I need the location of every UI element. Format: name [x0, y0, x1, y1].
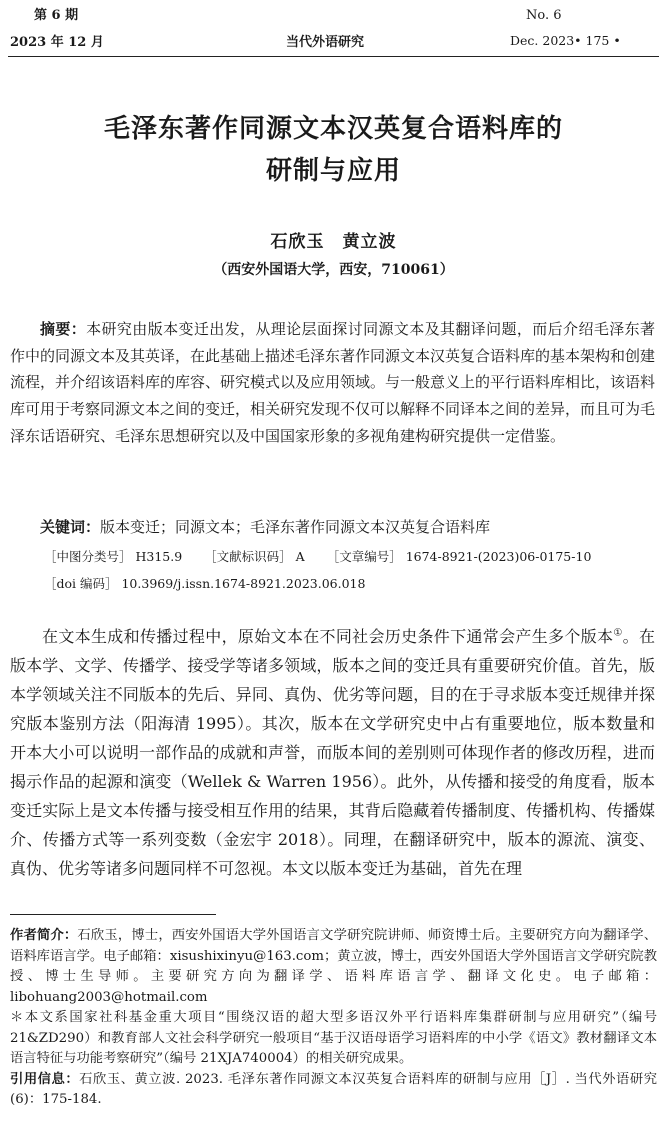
article-affiliation: （西安外国语大学，西安，710061） [213, 262, 454, 278]
header-rule [8, 56, 659, 57]
abstract-label: 摘要： [40, 320, 87, 338]
header-issue-cn: 第 6 期 [34, 8, 79, 23]
doc-code-value: A [295, 549, 305, 564]
article-authors: 石欣玉 黄立波 [270, 232, 397, 252]
citation-text: 石欣玉、黄立波. 2023. 毛泽东著作同源文本汉英复合语料库的研制与应用［J］. 当代外语研究(6)：175-184. [10, 1071, 658, 1107]
keywords-label: 关键词： [40, 518, 101, 536]
header-date-cn: 2023 年 12 月 [10, 35, 104, 50]
doi-label: ［doi 编码］ [44, 576, 118, 591]
doi-line [44, 574, 365, 592]
clc-value: H315.9 [135, 549, 183, 564]
body-text-part-1: 在文本生成和传播过程中，原始文本在不同社会历史条件下通常会产生多个版本 [42, 627, 614, 646]
doc-code-label: ［文献标识码］ [204, 549, 292, 564]
keywords [10, 516, 655, 538]
citation-info [10, 1070, 657, 1111]
author-bio [10, 926, 657, 1008]
body-text-part-2: 。在版本学、文学、传播学、接受学等诸多领域，版本之间的变迁具有重要研究价值。首先，版本学领域关注不同版本的先后、异同、真伪、优劣等问题，目的在于寻求版本变迁规律并探究版本鉴别方法（阳海清 1995）。其次，版本在文学研究史中占有重要地位，版本数量和开本大小可以说明一部作品的成就和声誉，而版本间的差别则可体现作者的修改历程，进而揭示作品的起源和演变（Wellek & Warren 1956）。此外，从传播和接受的角度看，版本变迁实际上是文本传播与接受相互作用的结果，其背后隐藏着传播制度、传播机构、传播媒介、传播方式等一系列变数（金宏宇 2018）。同理，在翻译研究中，版本的源流、演变、真伪、优劣等诸多问题同样不可忽视。本文以版本变迁为基础，首先在理 [10, 627, 655, 878]
footnotes [10, 926, 657, 1111]
header-date-page-en: Dec. 2023• 175 • [510, 33, 621, 48]
clc-label: ［中图分类号］ [44, 549, 132, 564]
footnote-marker: ① [613, 627, 623, 639]
citation-label: 引用信息： [10, 1071, 80, 1087]
article-number-value: 1674-8921-(2023)06-0175-10 [405, 549, 592, 564]
article-number-label: ［文章编号］ [326, 549, 402, 564]
body-paragraph [10, 622, 655, 883]
header-issue-en: No. 6 [526, 8, 562, 23]
title-line-2: 研制与应用 [265, 156, 401, 186]
funding-note: ＊本文系国家社科基金重大项目“围绕汉语的超大型多语汉外平行语料库集群研制与应用研究”（编号 21&ZD290）和教育部人文社会科学研究一般项目“基于汉语母语学习语料库的中小学《语文》教材翻译文本语言特征与功能考察研究”（编号 21XJA740004）的相关研究成果。 [10, 1010, 657, 1066]
abstract-text: 本研究由版本变迁出发，从理论层面探讨同源文本及其翻译问题，而后介绍毛泽东著作中的同源文本及其英译，在此基础上描述毛泽东著作同源文本汉英复合语料库的基本架构和创建流程，并介绍该语料库的库容、研究模式以及应用领域。与一般意义上的平行语料库相比，该语料库可用于考察同源文本之间的变迁，相关研究发现不仅可以解释不同译本之间的差异，而且可为毛泽东话语研究、毛泽东思想研究以及中国国家形象的多视角建构研究提供一定借鉴。 [10, 320, 656, 445]
keywords-text: 版本变迁；同源文本；毛泽东著作同源文本汉英复合语料库 [100, 518, 491, 536]
title-line-1: 毛泽东著作同源文本汉英复合语料库的 [103, 114, 563, 144]
classification-line [44, 547, 591, 565]
header-journal-name: 当代外语研究 [286, 35, 365, 50]
footnote-rule [10, 914, 216, 915]
author-bio-text: 石欣玉，博士，西安外国语大学外国语言文学研究院讲师、师资博士后。主要研究方向为翻译学、语料库语言学。电子邮箱：xisushixinyu@163.com；黄立波，博士，西安外国语大学外国语言文学研究院教授、博士生导师。主要研究方向为翻译学、语料库语言学、翻译文化史。电子邮箱：libohuang2003@hotmail.com [10, 928, 658, 1005]
abstract [10, 316, 655, 450]
article-title [20, 108, 647, 192]
doi-value: 10.3969/j.issn.1674-8921.2023.06.018 [121, 576, 366, 591]
author-bio-label: 作者简介： [10, 928, 78, 943]
